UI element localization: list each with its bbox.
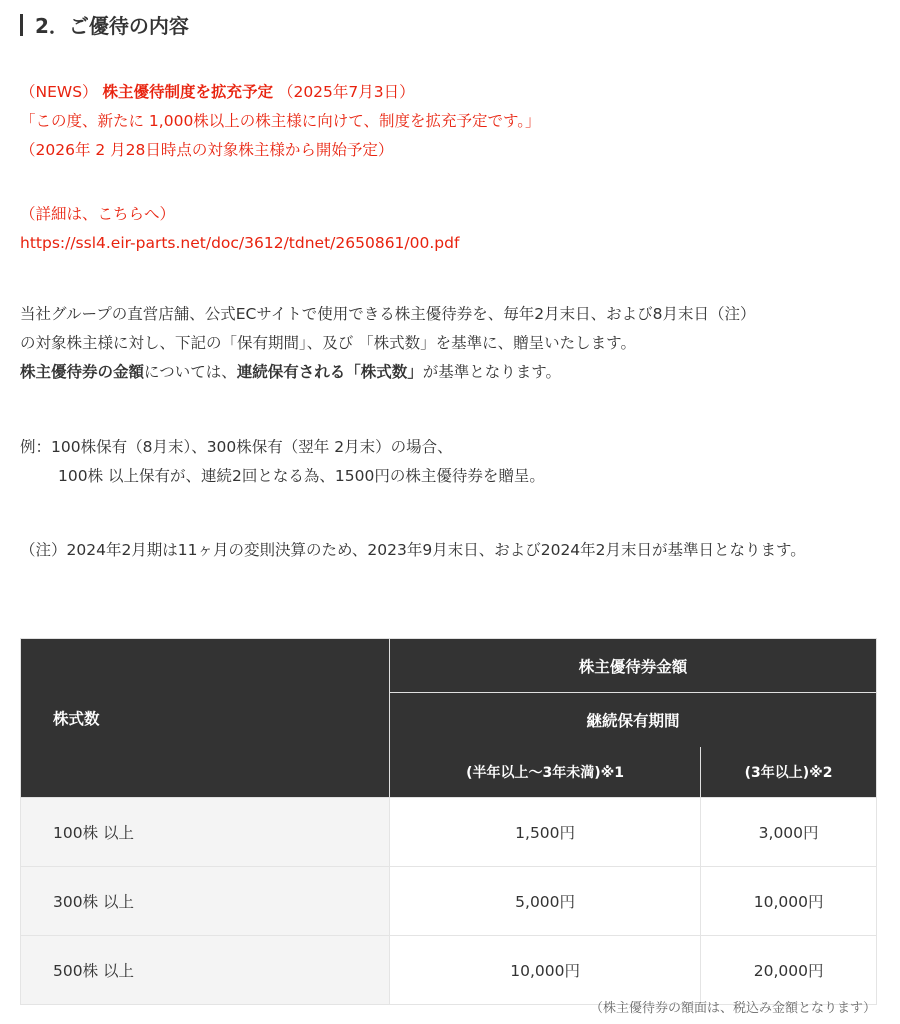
row-shares: 100株 以上 — [21, 798, 390, 867]
news-line-3: （2026年 2 月28日時点の対象株主様から開始予定） — [20, 141, 394, 159]
row-amount-col2: 10,000円 — [701, 867, 877, 936]
example-line-2: 100株 以上保有が、連続2回となる為、1500円の株主優待券を贈呈。 — [58, 467, 545, 485]
table-header-col2: (3年以上)※2 — [701, 747, 877, 798]
row-amount-col2: 20,000円 — [701, 936, 877, 1005]
heading-bar — [20, 14, 23, 36]
example-line-1: 例：100株保有（8月末）、300株保有（翌年 2月末）の場合、 — [20, 438, 453, 456]
detail-label: （詳細は、こちらへ） — [20, 205, 176, 223]
example-block — [20, 433, 545, 491]
news-date: （2025年7月3日） — [277, 83, 415, 101]
benefit-table — [20, 638, 877, 1005]
news-block — [20, 78, 541, 165]
row-amount-col1: 5,000円 — [390, 867, 701, 936]
table-header-period: 継続保有期間 — [390, 693, 877, 748]
description-block — [20, 300, 880, 387]
row-shares: 500株 以上 — [21, 936, 390, 1005]
row-amount-col1: 10,000円 — [390, 936, 701, 1005]
description-bold-amount: 株主優待券の金額 — [20, 363, 145, 381]
description-line-2: の対象株主様に対し、下記の「保有期間」、及び 「株式数」を基準に、贈呈いたします。 — [20, 334, 636, 352]
row-amount-col2: 3,000円 — [701, 798, 877, 867]
note-block: （注）2024年2月期は11ヶ月の変則決算のため、2023年9月末日、および2024年2月末日が基準日となります。 — [20, 541, 806, 559]
row-shares: 300株 以上 — [21, 867, 390, 936]
news-line-1 — [20, 78, 541, 107]
table-row — [21, 867, 877, 936]
row-amount-col1: 1,500円 — [390, 798, 701, 867]
description-line-3 — [20, 358, 880, 387]
description-bold-shares: 連続保有される「株式数」 — [236, 363, 423, 381]
section-heading — [20, 10, 189, 39]
table-header-col1: (半年以上～3年未満)※1 — [390, 747, 701, 798]
heading-text: 2．ご優待の内容 — [35, 14, 189, 38]
description-mid: については、 — [144, 363, 237, 381]
news-headline: 株主優待制度を拡充予定 — [102, 83, 274, 101]
news-line-2: 「この度、新たに 1,000株以上の株主様に向けて、制度を拡充予定です。」 — [20, 112, 541, 130]
detail-pdf-link[interactable]: https://ssl4.eir-parts.net/doc/3612/tdnet/2650861/00.pdf — [20, 234, 460, 252]
table-row — [21, 798, 877, 867]
table-footnote: （株主優待券の額面は、税込み金額となります） — [589, 1001, 876, 1016]
table-header-amount: 株主優待券金額 — [390, 639, 877, 693]
table-row — [21, 936, 877, 1005]
description-end: が基準となります。 — [422, 363, 561, 381]
description-line-1: 当社グループの直営店舗、公式ECサイトで使用できる株主優待券を、毎年2月末日、および8月末日（注） — [20, 305, 756, 323]
table-header-shares: 株式数 — [21, 639, 390, 798]
detail-block — [20, 200, 459, 258]
news-tag: （NEWS） — [20, 83, 98, 101]
